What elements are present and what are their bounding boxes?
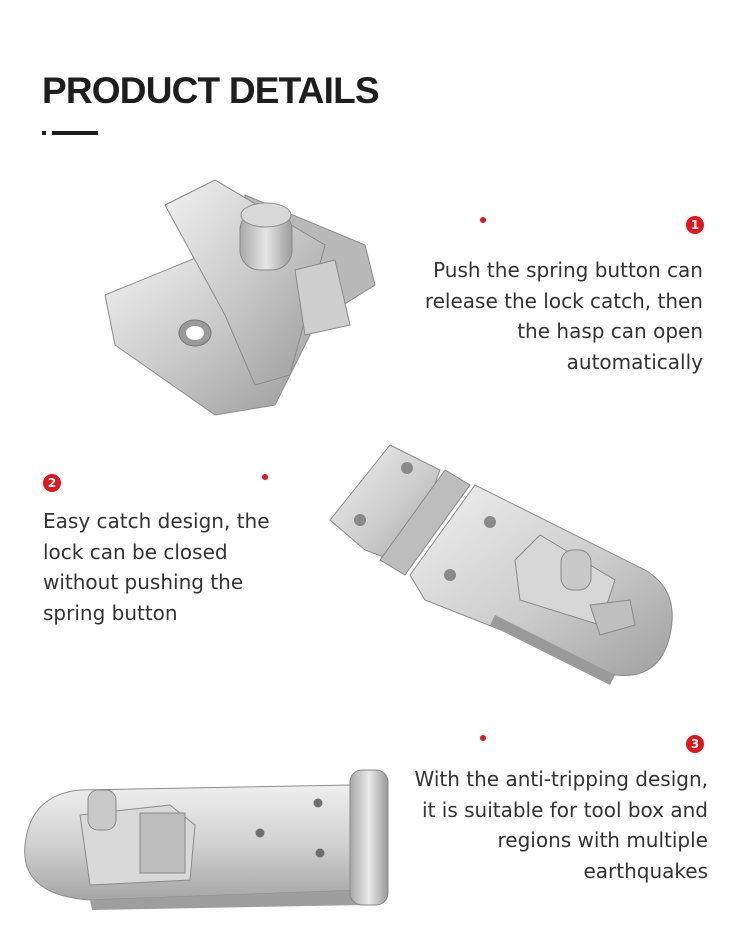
product-image-1	[95, 175, 385, 420]
underline-bar	[52, 131, 98, 135]
feature-1-line-1: Push the spring button can	[433, 258, 703, 282]
product-image-3	[20, 765, 395, 915]
accent-dot-3	[480, 735, 486, 741]
feature-number-badge-2: 2	[43, 474, 61, 492]
accent-dot-1	[480, 217, 486, 223]
product-image-2	[325, 440, 690, 685]
feature-number-badge-3: 3	[686, 735, 704, 753]
feature-3-line-4: earthquakes	[583, 858, 708, 883]
feature-3-line-1: With the anti-tripping design,	[414, 767, 708, 791]
feature-description-2	[43, 506, 270, 628]
feature-3-line-3: regions with multiple	[497, 828, 708, 852]
accent-dot-2	[262, 474, 268, 480]
feature-2-line-4: spring button	[43, 600, 178, 625]
underline-dot	[42, 131, 46, 135]
feature-1-line-4: automatically	[566, 349, 703, 374]
feature-1-line-2: release the lock catch, then	[424, 288, 703, 313]
feature-1-line-3: the hasp can open	[517, 319, 703, 343]
title-underline	[42, 131, 102, 135]
feature-description-1	[425, 255, 703, 377]
feature-description-3	[415, 764, 709, 886]
feature-3-line-2: it is suitable for tool box and	[422, 797, 708, 822]
page-title: PRODUCT DETAILS	[42, 70, 379, 111]
feature-2-line-3: without pushing the	[43, 570, 244, 594]
feature-2-line-1: Easy catch design, the	[43, 509, 270, 533]
feature-number-badge-1: 1	[686, 216, 704, 234]
feature-2-line-2: lock can be closed	[43, 539, 228, 564]
